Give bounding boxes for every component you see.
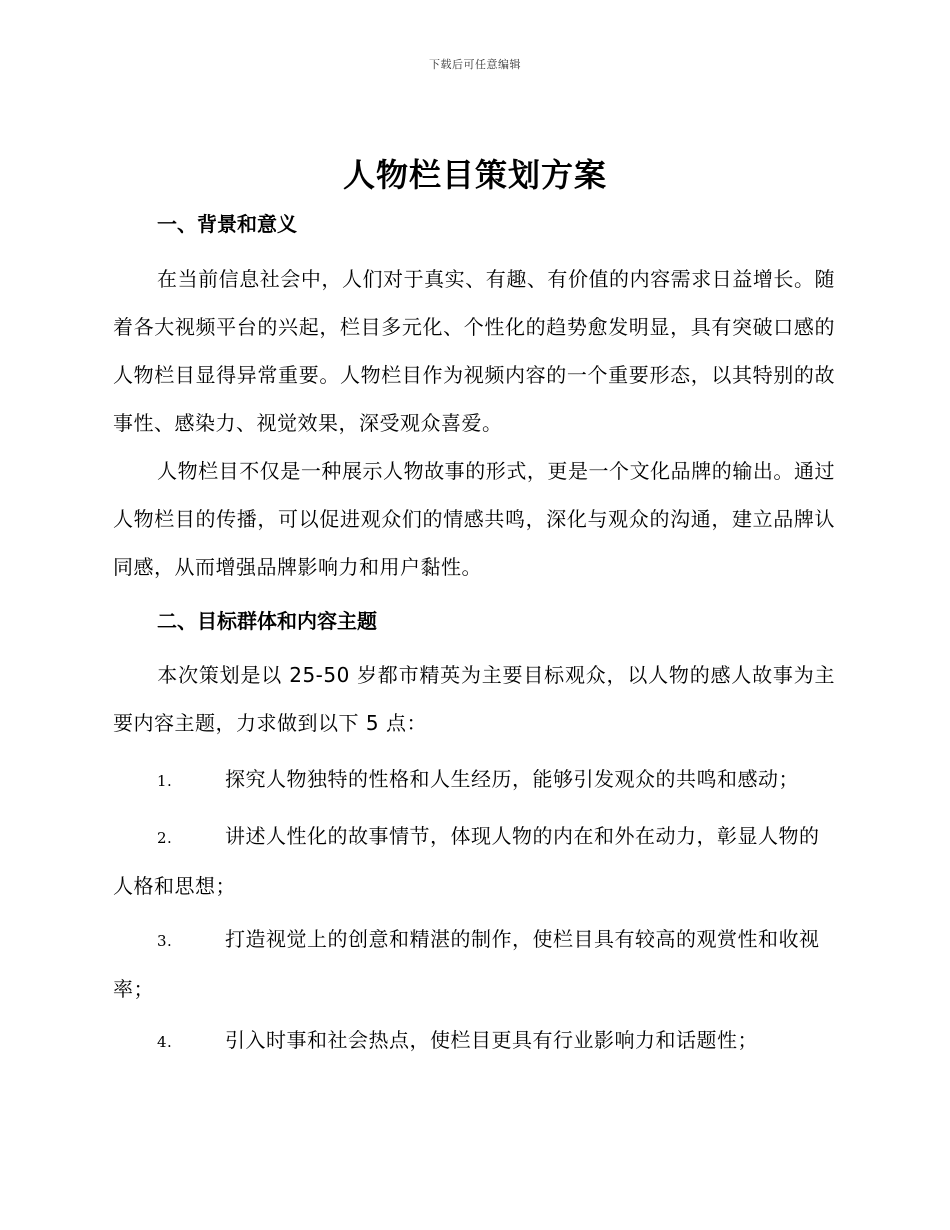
paragraph-background-1 — [113, 255, 835, 447]
paragraph-background-2 — [113, 447, 835, 591]
list-item-text: 探究人物独特的性格和人生经历，能够引发观众的共鸣和感动； — [225, 767, 799, 791]
list-item-text: 引入时事和社会热点，使栏目更具有行业影响力和话题性； — [225, 1028, 758, 1052]
list-item-text: 打造视觉上的创意和精湛的制作，使栏目具有较高的观赏性和收视率； — [113, 927, 820, 1001]
paragraph-text: 人物栏目不仅是一种展示人物故事的形式，更是一个文化品牌的输出。通过人物栏目的传播，可以促进观众们的情感共鸣，深化与观众的沟通，建立品牌认同感，从而增强品牌影响力和用户黏性。 — [113, 459, 835, 579]
paragraph-text: 本次策划是以 25-50 岁都市精英为主要目标观众，以人物的感人故事为主要内容主题，力求做到以下 5 点： — [113, 663, 835, 735]
document-title: 人物栏目策划方案 — [342, 156, 607, 194]
list-item-number: 2. — [157, 829, 173, 847]
list-item — [113, 915, 835, 1013]
paragraph-text: 在当前信息社会中，人们对于真实、有趣、有价值的内容需求日益增长。随着各大视频平台的兴起，栏目多元化、个性化的趋势愈发明显，具有突破口感的人物栏目显得异常重要。人物栏目作为视频内容的一个重要形态，以其特别的故事性、感染力、视觉效果，深受观众喜爱。 — [113, 267, 835, 435]
list-item-number: 1. — [157, 772, 173, 790]
section-heading-background: 一、背景和意义 — [157, 212, 297, 236]
list-item — [113, 812, 835, 910]
list-item — [113, 1016, 835, 1066]
list-item-text: 讲述人性化的故事情节，体现人物的内在和外在动力，彰显人物的人格和思想； — [113, 824, 820, 898]
header-watermark: 下载后可任意编辑 — [429, 58, 521, 71]
section-heading-audience: 二、目标群体和内容主题 — [157, 609, 377, 633]
paragraph-audience-1 — [113, 651, 835, 747]
list-item-number: 3. — [157, 932, 173, 950]
list-item — [113, 755, 835, 805]
list-item-number: 4. — [157, 1033, 173, 1051]
